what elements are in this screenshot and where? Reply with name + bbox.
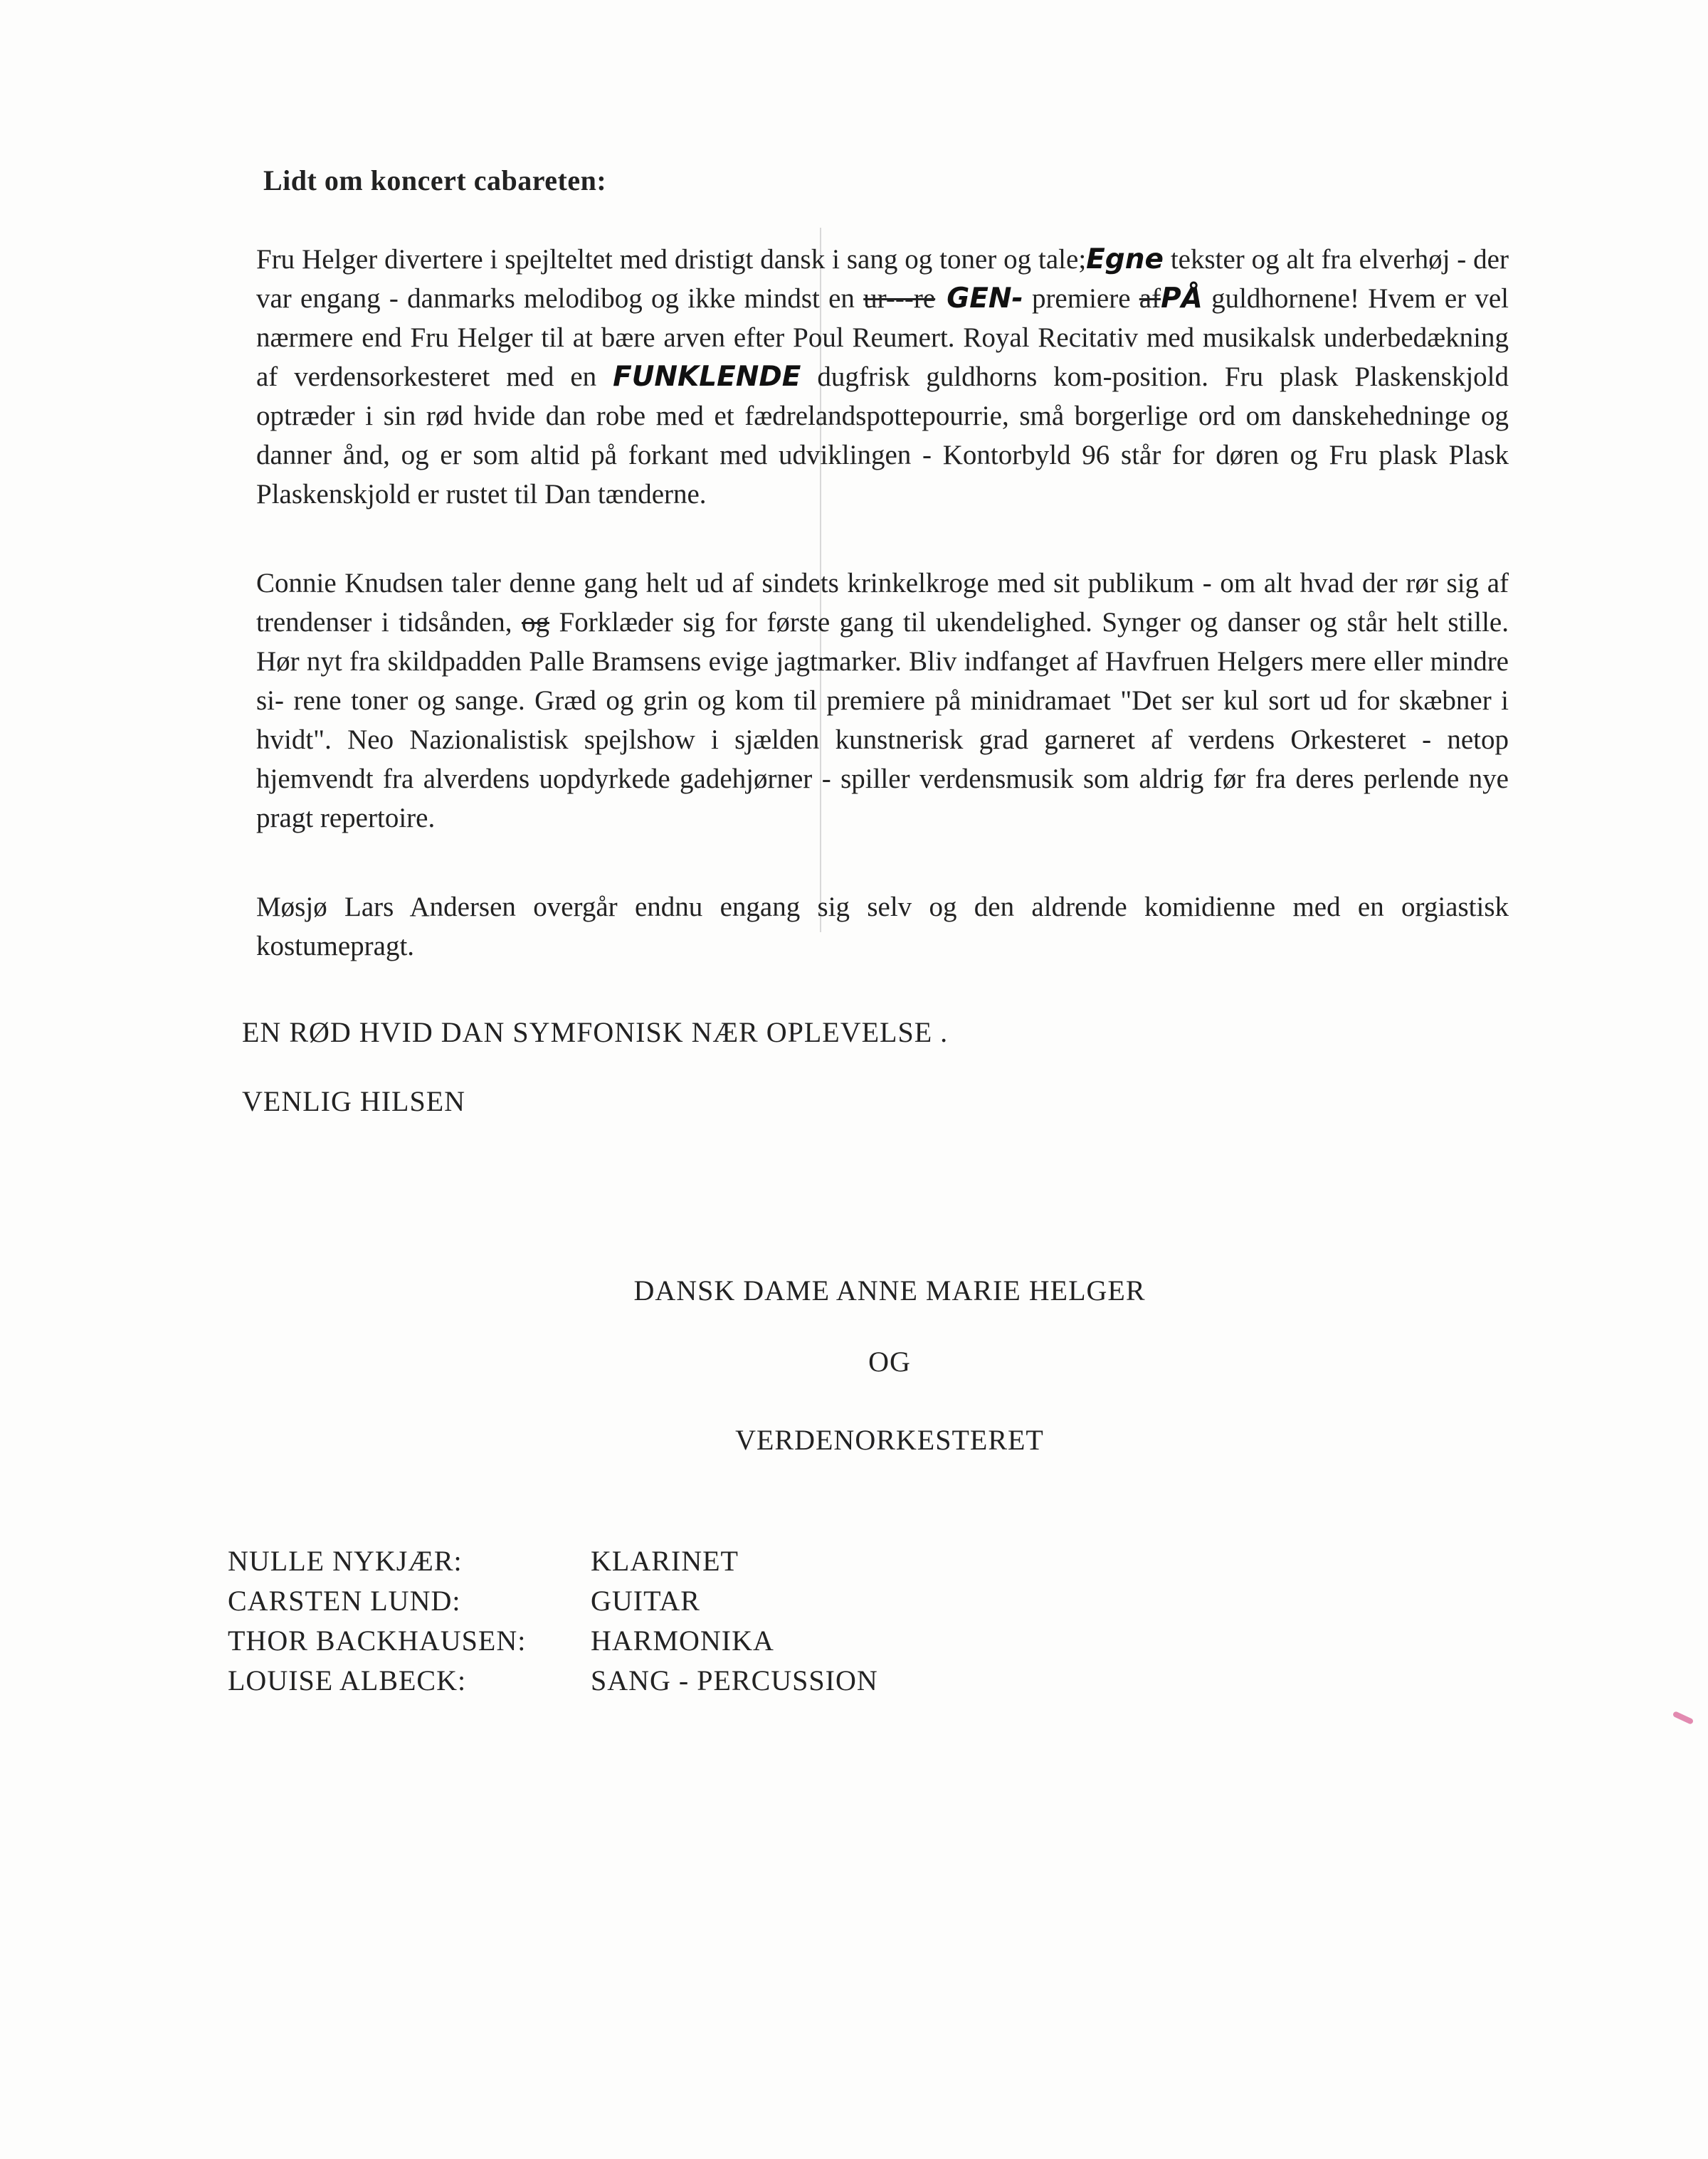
struck-text: ur---re bbox=[863, 283, 936, 314]
member-name: LOUISE ALBECK: bbox=[228, 1664, 467, 1696]
member-name: NULLE NYKJÆR: bbox=[228, 1545, 463, 1577]
text-run: guldhornene! Hvem er vel nærmere end Fru Helger til at bære arven efter Poul Reumert. Royal Recitativ med musikalsk bbox=[256, 283, 1509, 353]
handwritten-correction: PÅ bbox=[1161, 283, 1203, 315]
paragraph-lars-andersen: Møsjø Lars Andersen overgår endnu engang sig selv og den aldrende komidienne med en orgiastisk kostumepragt. bbox=[256, 892, 1509, 961]
struck-text: og bbox=[522, 607, 549, 638]
text-run: Connie Knudsen taler denne gang helt ud af sindets krinkelkroge med sit publikum - om alt hvad der rør sig af trendenser i tidsånden, bbox=[256, 568, 1509, 638]
slogan: EN RØD HVID DAN SYMFONISK NÆR OPLEVELSE . bbox=[242, 1016, 949, 1048]
member-instrument: HARMONIKA bbox=[591, 1625, 774, 1657]
struck-text: af bbox=[1139, 283, 1161, 314]
text-run: Fru Helger divertere i spejlteltet med dristigt dansk i sang og toner og tale; bbox=[256, 244, 1087, 275]
text-run: Forklæder sig for første gang til ukendelighed. Synger og danser og står helt stille. Hør nyt fra skildpadden Palle Bramsens evige jagtmarker. Bliv indfanget af Havfruen Helgers mere eller mindre si- rene toner og sange. Græd og grin og kom til premiere på minidramaet "Det ser kul sort ud for skæbner i hvidt". Neo Nazionalistisk spejlshow i sjælden kunstnerisk grad garneret af verdens Orkesteret - netop hjemvendt fra alverdens uopdyrkede gadehjørner - spiller verdensmusik som aldrig før fra deres perlende nye pragt repertoire. bbox=[256, 607, 1509, 833]
text-run: premiere bbox=[1023, 283, 1139, 314]
paragraph-connie-knudsen bbox=[256, 564, 1509, 838]
member-instrument: KLARINET bbox=[591, 1545, 739, 1577]
paragraph-fru-helger bbox=[256, 240, 1509, 514]
letter-page bbox=[228, 164, 1537, 1696]
member-instrument: GUITAR bbox=[591, 1585, 700, 1617]
member-name: CARSTEN LUND: bbox=[228, 1585, 461, 1617]
member-row bbox=[228, 1584, 878, 1624]
member-name: THOR BACKHAUSEN: bbox=[228, 1625, 527, 1657]
member-row bbox=[228, 1664, 878, 1704]
credit-line-1: DANSK DAME ANNE MARIE HELGER bbox=[633, 1274, 1146, 1307]
credit-line-3: VERDENORKESTERET bbox=[735, 1424, 1044, 1456]
handwritten-correction: FUNKLENDE bbox=[613, 361, 801, 393]
member-row bbox=[228, 1624, 878, 1664]
text-run: dugfrisk guldhorns kom-position. Fru plask Plaskenskjold optræder i sin rød hvide dan robe med et fædrelandspottepourrie, små borgerlige ord om danskehedninge og danner ånd, og er som altid på forkant med udviklingen - Kontorbyld 96 står for døren og Fru plask Plask Plaskenskjold er rustet til Dan tænderne. bbox=[256, 361, 1509, 510]
greeting: VENLIG HILSEN bbox=[242, 1085, 466, 1117]
member-instrument: SANG - PERCUSSION bbox=[591, 1664, 878, 1696]
text-run: underbedækning af verdensorkesteret med en bbox=[256, 322, 1509, 392]
letter-heading: Lidt om koncert cabareten: bbox=[263, 164, 607, 196]
credit-line-2: OG bbox=[868, 1346, 911, 1378]
text-run: tekster og alt fra elverhøj - der var engang - danmarks melodibog og ikke mindst en bbox=[256, 244, 1509, 314]
handwritten-correction: Egne bbox=[1086, 243, 1164, 275]
handwritten-correction: GEN- bbox=[935, 283, 1023, 315]
pink-ink-mark bbox=[1672, 1711, 1694, 1725]
member-row bbox=[228, 1544, 878, 1584]
member-list bbox=[228, 1544, 878, 1704]
